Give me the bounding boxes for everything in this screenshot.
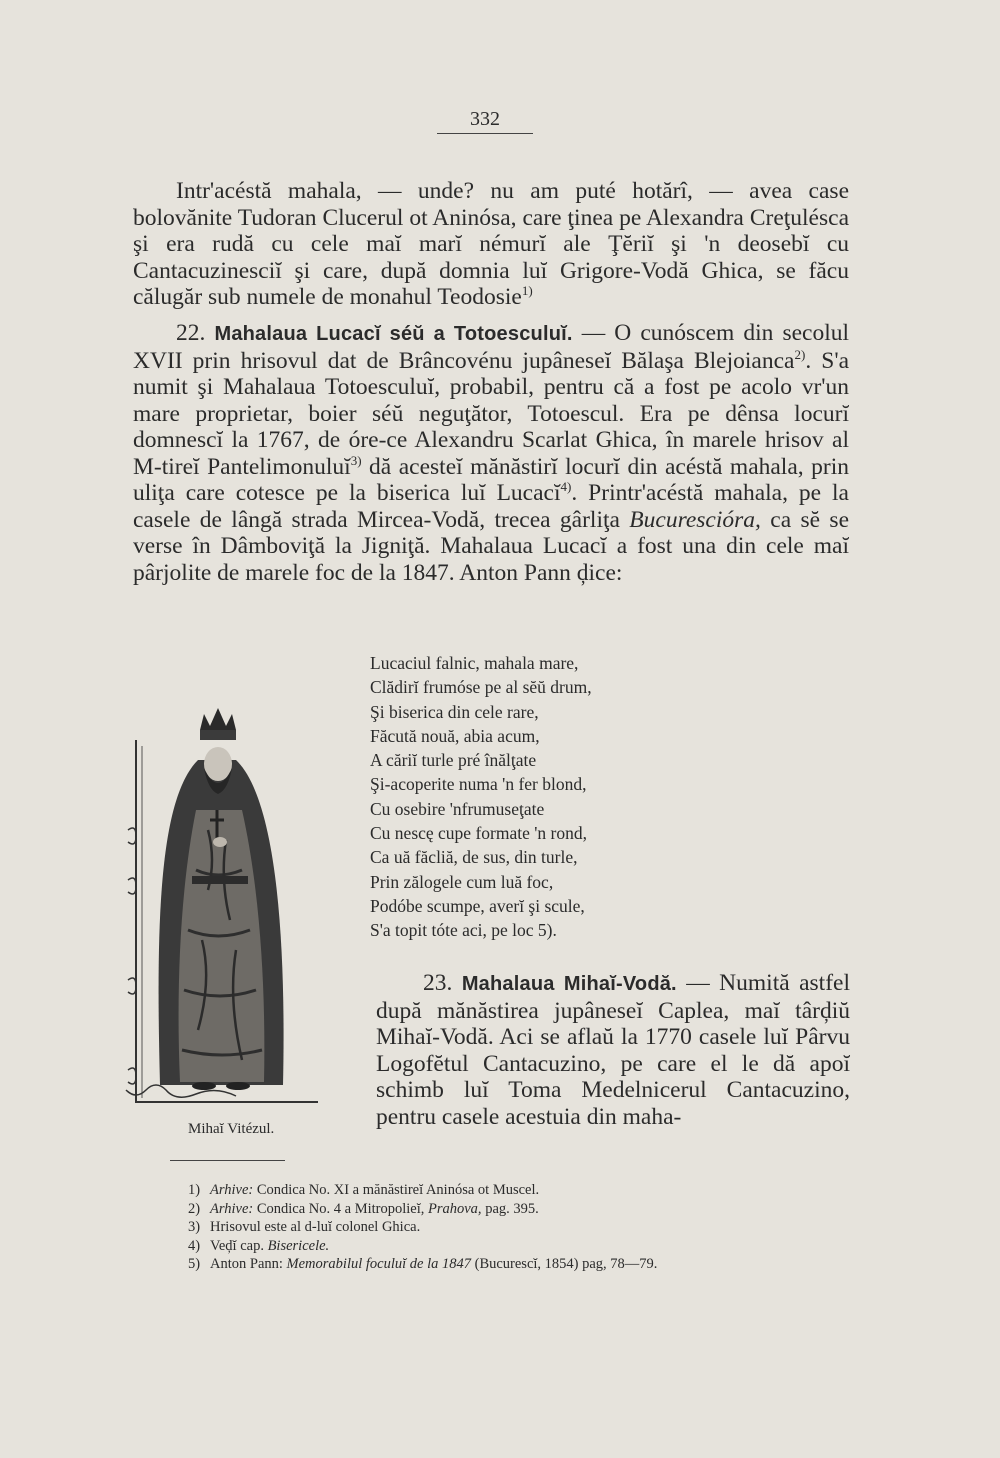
footnote-number: 3) [188,1219,201,1235]
section-22-text-2: . S'a numit şi Mahalaua Totoesculuĭ, probabil, pentru că a fost pe acolo vr'un mare proprietar, boier séŭ neguţător, Totoescul. Era pe dênsa locurĭ domnescĭ la 1767, de óre-ce Alexandru Scarlat Ghica, în marele hrisov al M-tireĭ Pantelimonuluĭ [133,347,850,480]
footnote-number: 4) [188,1237,201,1254]
footnote-number: 5) [188,1256,201,1272]
footnote-4 [188,1237,828,1256]
footnote-ref-1: 1) [521,283,533,299]
footnote-text: Condica No. 4 a Mitropolieĭ, [253,1200,428,1217]
poem-line: Cu osebire 'nfrumuseţate [370,798,545,819]
footnote-number: 1) [188,1182,201,1198]
footnote-separator [170,1160,285,1161]
poem-line: Podóbe scumpe, averĭ şi scule, [370,895,585,916]
footnote-2 [188,1200,828,1219]
section-23-paragraph [376,970,850,1130]
section-22-number: 22. [176,320,206,346]
footnote-text: Condica No. XI a mănăstireĭ Aninósa ot Muscel. [253,1182,540,1198]
poem-line: Ca uă făcliă, de sus, din turle, [370,847,578,868]
section-22-heading: Mahalaua Lucacĭ séŭ a Totoesculuĭ. [214,323,573,345]
footnote-text: Veḑĭ cap. [210,1237,268,1254]
paragraph-intro [133,178,849,311]
poem-line: Făcută nouă, abia acum, [370,725,540,746]
section-22-text-4: . Printr'acéstă mahala, pe la casele de lângă strada Mircea-Vodă, trecea gârliţa [133,480,849,533]
poem-line: Clădirĭ frumóse pe al sĕŭ drum, [370,677,592,698]
portrait-mihai-viteazul-illustration [118,690,318,1130]
page-number: 332 [437,108,533,134]
footnote-number: 2) [188,1200,201,1217]
footnote-italic: Arhive: [210,1200,254,1217]
portrait-caption: Mihaĭ Vitézul. [188,1121,275,1137]
footnote-ref-2: 2) [794,346,806,362]
poem-line: A căriĭ turle pré înălţate [370,750,537,771]
footnotes [188,1181,828,1274]
section-23-number: 23. [423,970,453,996]
paragraph-intro-text: Intr'acéstă mahala, — unde? nu am puté hotărî, — avea case bolovănite Tudoran Clucerul ot Aninósa, care ţinea pe Alexandra Creţulésca şi era rudă cu cele maĭ marĭ némurĭ ale Ţĕriĭ şi 'n deosebĭ cu Cantacuzinesciĭ şi care, după domnia luĭ Grigore-Vodă Ghica, se făcu călugăr sub numele de monahul Teodosie [133,178,849,310]
footnote-italic-2: Bisericele. [267,1237,330,1254]
footnote-tail: (Bucurescĭ, 1854) pag, 78—79. [470,1256,658,1272]
poem-line: S'a topit tóte aci, pe loc 5). [370,920,557,941]
section-23-heading: Mahalaua Mihaĭ-Vodă. [461,973,677,995]
poem-line: Şi-acoperite numa 'n fer blond, [370,774,587,795]
poem-line: Şi biserica din cele rare, [370,701,539,722]
poem-line: Lucaciul falnic, mahala mare, [370,653,579,673]
section-22-text-3: dă acesteĭ mănăstirĭ locurĭ din acéstă mahala, prin uliţa care cotesce pe la biserica luĭ Lucacĭ [133,453,850,506]
footnote-italic: Arhive: [210,1182,254,1198]
footnote-text: Hrisovul este al d-luĭ colonel Ghica. [210,1219,421,1235]
footnote-italic-2: Prahova, [428,1200,482,1217]
poem-line: Cu nescę cupe formate 'n rond, [370,823,587,844]
footnote-tail: pag. 395. [481,1200,539,1217]
section-23-text: — Numită astfel după mănăstirea jupâneseĭ Caplea, maĭ târḑiŭ Mihaĭ-Vodă. Aci se aflaŭ la 1770 casele luĭ Pârvu Logofĕtul Cantacuzino, pe care el le dă apoĭ schimb luĭ Toma Medelnicerul Cantacuzino, pentru casele acestuia din maha- [376,970,850,1130]
footnote-text: Anton Pann: [210,1256,287,1272]
section-22-text-1: — O cunóscem din secolul XVII prin hrisovul dat de Brâncovénu jupâneseĭ Bălaşa Blejoianca [133,320,850,374]
footnote-ref-4: 4) [560,479,572,495]
poem-quote [370,651,690,943]
footnote-italic-2: Memorabilul foculuĭ de la 1847 [286,1256,471,1272]
poem-line: Prin zălogele cum luă foc, [370,871,554,892]
footnote-3 [188,1218,828,1237]
footnote-5 [188,1255,828,1274]
footnote-1 [188,1181,828,1200]
section-22-text-5: ca sĕ se verse în Dâmboviţă la Jigniţă. Mahalaua Lucacĭ a fost una din cele maĭ pârjolite de marele foc de la 1847. Anton Pann ḑice: [133,506,850,586]
section-22-paragraph [133,320,849,586]
footnote-ref-3: 3) [350,452,362,468]
section-22-italic-name: Bucuresciórа, [629,506,761,533]
